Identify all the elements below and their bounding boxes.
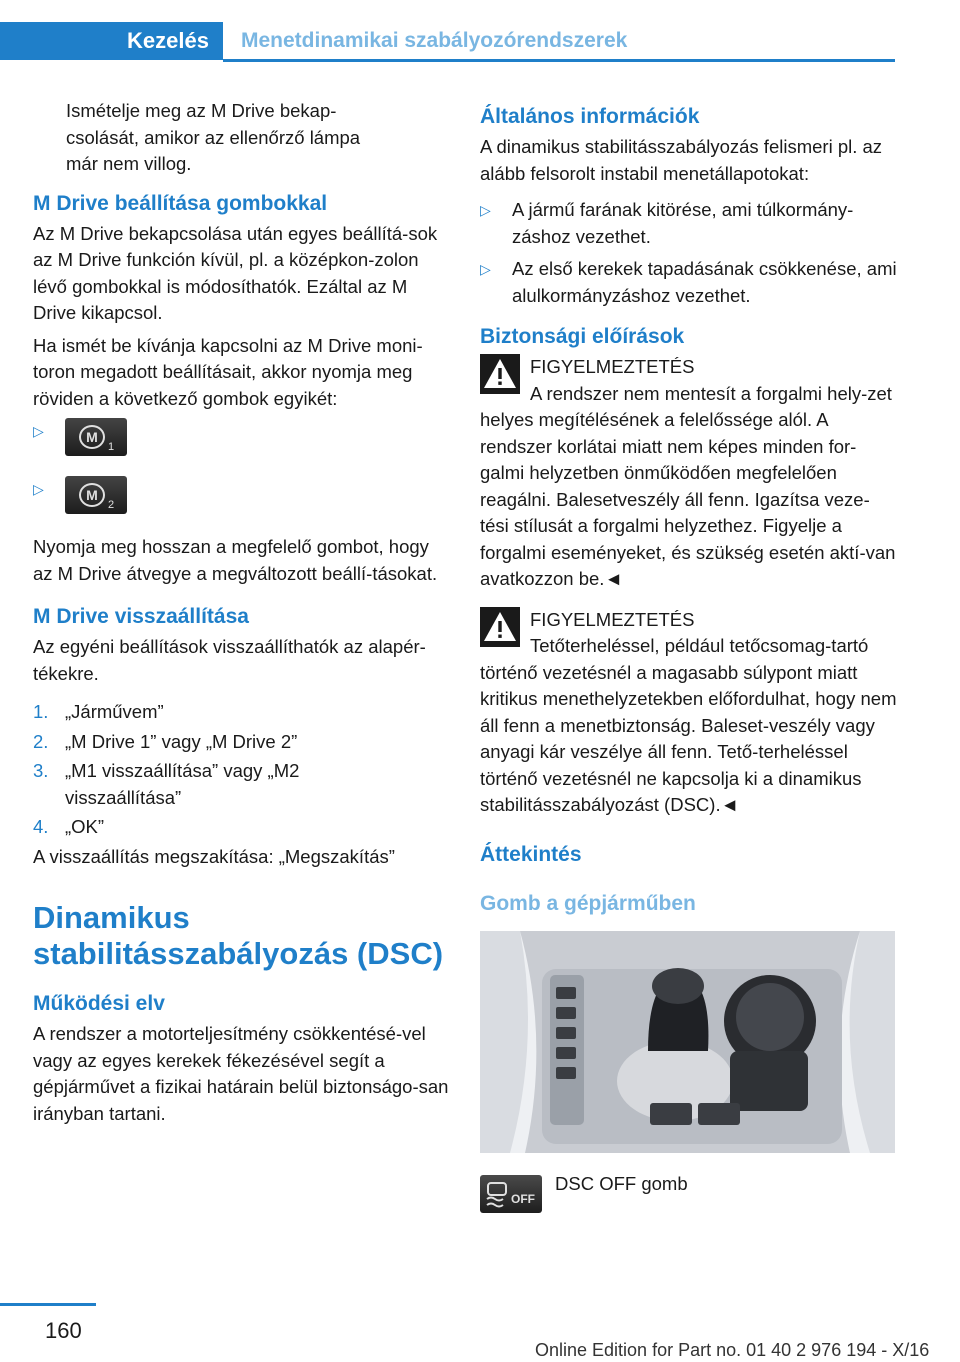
list-item xyxy=(33,418,451,470)
paragraph: A rendszer a motorteljesítmény csökkentésé-vel vagy az egyes kerekek fékezésével segít a gépjárművet a fizikai határain belül biztonságo-san irányban tartani. xyxy=(33,1023,449,1124)
step-text: „OK” xyxy=(65,816,105,837)
heading-line: stabilitásszabályozás (DSC) xyxy=(33,936,444,971)
dsc-off-button-icon xyxy=(480,1175,542,1213)
paragraph: Nyomja meg hosszan a megfelelő gombot, hogy az M Drive átvegye a megváltozott beállí-tásokat. xyxy=(33,536,438,584)
heading-general: Általános információk xyxy=(480,105,700,128)
left-column xyxy=(33,98,451,1133)
step-item xyxy=(33,758,451,811)
paragraph: Az egyéni beállítások visszaállíthatók az alapér-tékekre. xyxy=(33,636,426,684)
center-console-photo xyxy=(480,931,895,1153)
dsc-off-row xyxy=(480,1171,897,1211)
list-item xyxy=(480,256,897,309)
step-number: 4. xyxy=(33,816,49,837)
warning-title: FIGYELMEZTETÉS xyxy=(530,608,695,630)
step-text: „M Drive 1” vagy „M Drive 2” xyxy=(65,730,298,752)
m1-button-icon xyxy=(65,418,127,456)
warning-block xyxy=(480,354,897,593)
triangle-bullet-icon: ▷ xyxy=(480,202,491,218)
step-number: 1. xyxy=(33,701,49,722)
warning-text: Tetőterheléssel, például tetőcsomag-tartó történő vezetésnél a magasabb súlypont miatt kritikus menethelyzetekben előfordulhat, hogy nem áll fenn a menetbiztonság. Baleset-veszély vagy anyagi kár veszélye áll fenn. Tető-terheléssel történő vezetésnél ne kapcsolja ki a dinamikus stabilitásszabályozást (DSC).◄ xyxy=(480,635,897,815)
step-number: 2. xyxy=(33,730,49,752)
intro-line: már nem villog. xyxy=(66,153,192,174)
m-subscript: 1 xyxy=(108,441,115,453)
chapter-title: Menetdinamikai szabályozórendszerek xyxy=(241,29,628,52)
heading-dsc xyxy=(33,900,451,972)
off-label: OFF xyxy=(511,1191,535,1206)
bullet-text: A jármű farának kitörése, ami túlkormány-záshoz vezethet. xyxy=(512,199,854,247)
paragraph: Az M Drive bekapcsolása után egyes beállítá-sok az M Drive funkción kívül, pl. a középkon-zolon lévő gombokkal is módosíthatók. Ezáltal az M Drive kikapcsol. xyxy=(33,222,438,323)
step-text: „M1 visszaállítása” vagy „M2 visszaállítása” xyxy=(65,760,300,808)
heading-overview: Áttekintés xyxy=(480,842,582,866)
paragraph: A dinamikus stabilitásszabályozás felismeri pl. az alább felsorolt instabil menetállapotokat: xyxy=(480,136,883,184)
triangle-bullet-icon: ▷ xyxy=(480,261,491,277)
heading-m-drive-reset: M Drive visszaállítása xyxy=(33,605,249,628)
intro-text xyxy=(33,98,451,178)
triangle-bullet-icon: ▷ xyxy=(33,481,44,497)
warning-title: FIGYELMEZTETÉS xyxy=(530,356,695,377)
warning-triangle-icon xyxy=(480,607,520,647)
step-item xyxy=(33,699,451,726)
header-rule xyxy=(223,59,895,62)
edition-note: Online Edition for Part no. 01 40 2 976 194 - X/16 xyxy=(535,1340,930,1360)
heading-safety: Biztonsági előírások xyxy=(480,325,685,348)
center-console-illustration xyxy=(480,931,895,1153)
page-number: 160 xyxy=(45,1318,82,1343)
intro-line: Ismételje meg az M Drive bekap- xyxy=(66,100,337,121)
list-item xyxy=(480,197,897,250)
heading-m-drive-buttons: M Drive beállítása gombokkal xyxy=(33,191,328,215)
paragraph: A visszaállítás megszakítása: „Megszakítás” xyxy=(33,845,395,867)
warning-block xyxy=(480,607,897,819)
triangle-bullet-icon: ▷ xyxy=(33,423,44,439)
section-tab: Kezelés xyxy=(0,22,223,60)
heading-button-in-vehicle: Gomb a gépjárműben xyxy=(480,891,696,915)
heading-principle: Működési elv xyxy=(33,992,165,1015)
dsc-off-label: DSC OFF gomb xyxy=(555,1172,688,1194)
m-subscript: 2 xyxy=(108,499,115,511)
list-item xyxy=(33,476,451,528)
step-item xyxy=(33,814,451,841)
footer-rule xyxy=(0,1303,96,1306)
paragraph: Ha ismét be kívánja kapcsolni az M Drive moni-toron megadott beállításait, akkor nyomja meg röviden a következő gombok egyikét: xyxy=(33,334,423,409)
step-item xyxy=(33,729,451,756)
right-column xyxy=(480,103,897,1211)
heading-line: Dinamikus xyxy=(33,900,190,935)
step-text: „Járművem” xyxy=(65,701,164,722)
page-header xyxy=(0,22,895,60)
warning-text: A rendszer nem mentesít a forgalmi hely-zet helyes megítélésének a felelőssége alól. A rendszer korlátai miatt nem képes minden for-galmi helyzetben önműködően megfelelően reagálni. Balesetveszély áll fenn. Igazítsa veze-tési stílusát a forgalmi helyzethez. Figyelje a forgalmi eseményeket, és szükség esetén aktí-van avatkozzon be.◄ xyxy=(480,382,896,589)
warning-triangle-icon xyxy=(480,354,520,394)
intro-line: csolását, amikor az ellenőrző lámpa xyxy=(66,126,361,148)
m-letter: M xyxy=(79,483,105,507)
step-number: 3. xyxy=(33,760,49,781)
bullet-text: Az első kerekek tapadásának csökkenése, ami alulkormányzáshoz vezethet. xyxy=(512,258,897,306)
m-letter: M xyxy=(79,425,105,449)
m2-button-icon xyxy=(65,476,127,514)
